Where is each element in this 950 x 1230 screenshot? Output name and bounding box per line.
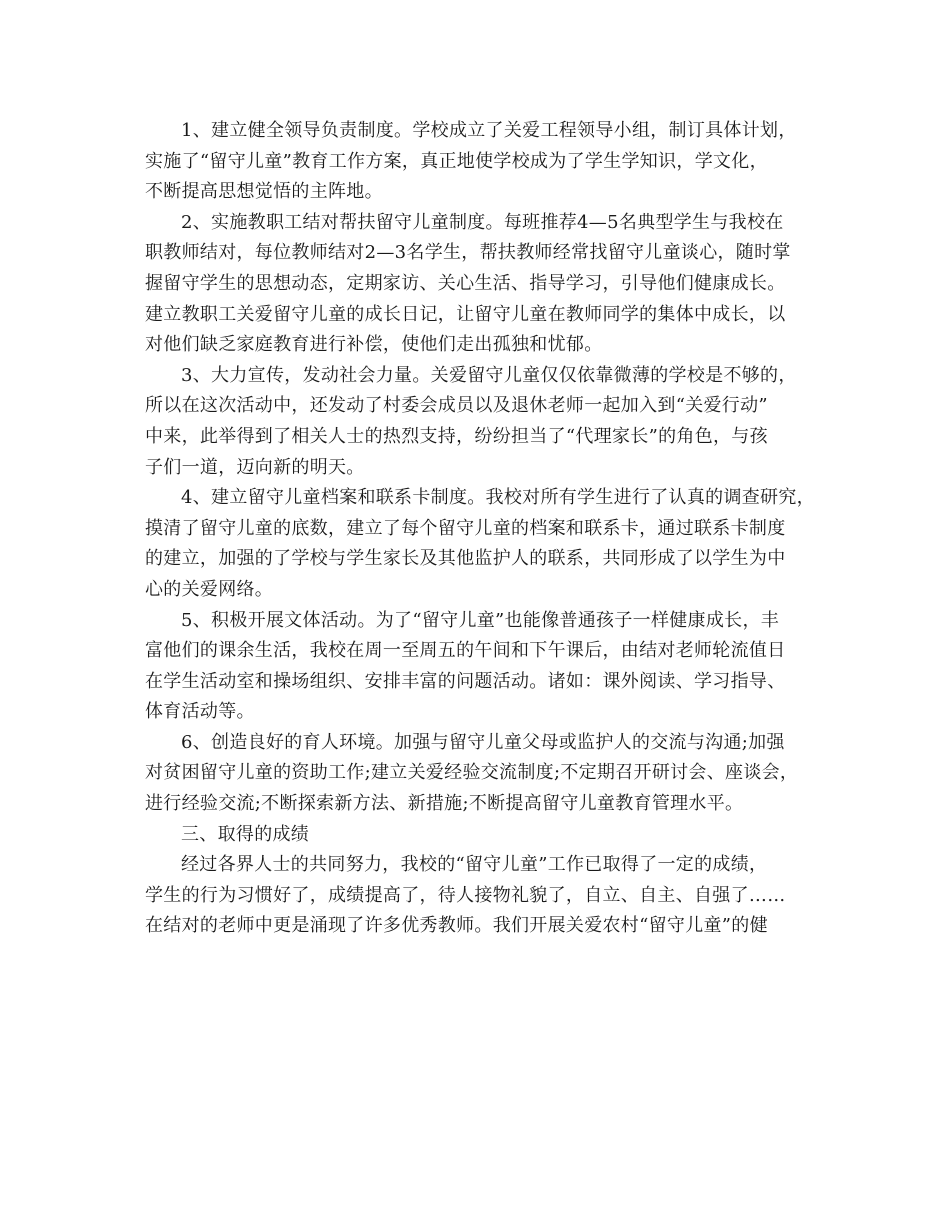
text-line: 心的关爱网络。 [145,578,274,600]
text-line: 职教师结对，每位教师结对2—3名学生，帮扶教师经常找留守儿童谈心，随时掌 [145,242,791,264]
text-line: 握留守学生的思想动态，定期家访、关心生活、指导学习，引导他们健康成长。 [145,272,786,294]
text-line: 1、建立健全领导负责制度。学校成立了关爱工程领导小组，制订具体计划， [181,120,797,141]
text-line: 建立教职工关爱留守儿童的成长日记，让留守儿童在教师同学的集体中成长，以 [145,303,786,325]
text-line: 实施了“留守儿童”教育工作方案，真正地使学校成为了学生学知识，学文化， [145,150,768,172]
text-line: 三、取得的成绩 [181,823,310,845]
text-line: 学生的行为习惯好了，成绩提高了，待人接物礼貌了，自立、自主、自强了…… [145,884,786,906]
text-line: 3、大力宣传，发动社会力量。关爱留守儿童仅仅依靠微薄的学校是不够的， [181,364,797,386]
text-line: 体育活动等。 [145,701,255,723]
text-line: 4、建立留守儿童档案和联系卡制度。我校对所有学生进行了认真的调查研究， [181,487,815,509]
text-line: 的建立，加强的了学校与学生家长及其他监护人的联系，共同形成了以学生为中 [145,548,786,570]
text-line: 子们一道，迈向新的明天。 [145,456,365,478]
text-line: 摸清了留守儿童的底数，建立了每个留守儿童的档案和联系卡，通过联系卡制度 [145,517,786,539]
text-line: 2、实施教职工结对帮扶留守儿童制度。每班推荐4—5名典型学生与我校在 [181,211,784,233]
text-line: 对贫困留守儿童的资助工作;建立关爱经验交流制度;不定期召开研讨会、座谈会， [145,762,799,784]
text-line: 5、积极开展文体活动。为了“留守儿童”也能像普通孩子一样健康成长，丰 [181,609,780,631]
text-line: 不断提高思想觉悟的主阵地。 [145,181,383,203]
text-line: 经过各界人士的共同努力，我校的“留守儿童”工作已取得了一定的成绩， [181,854,768,876]
text-line: 进行经验交流;不断探索新方法、新措施;不断提高留守儿童教育管理水平。 [145,793,744,815]
text-line: 对他们缺乏家庭教育进行补偿，使他们走出孤独和忧郁。 [145,334,603,356]
text-line: 富他们的课余生活，我校在周一至周五的午间和下午课后，由结对老师轮流值日 [145,640,786,662]
document-body [145,116,825,942]
text-line: 在结对的老师中更是涌现了许多优秀教师。我们开展关爱农村“留守儿童”的健 [145,915,768,937]
text-line: 6、创造良好的育人环境。加强与留守儿童父母或监护人的交流与沟通;加强 [181,731,785,753]
text-line: 在学生活动室和操场组织、安排丰富的问题活动。诸如：课外阅读、学习指导、 [145,670,786,692]
text-line: 所以在这次活动中，还发动了村委会成员以及退休老师一起加入到“关爱行动” [145,395,768,417]
text-line: 中来，此举得到了相关人士的热烈支持，纷纷担当了“代理家长”的角色，与孩 [145,425,768,447]
